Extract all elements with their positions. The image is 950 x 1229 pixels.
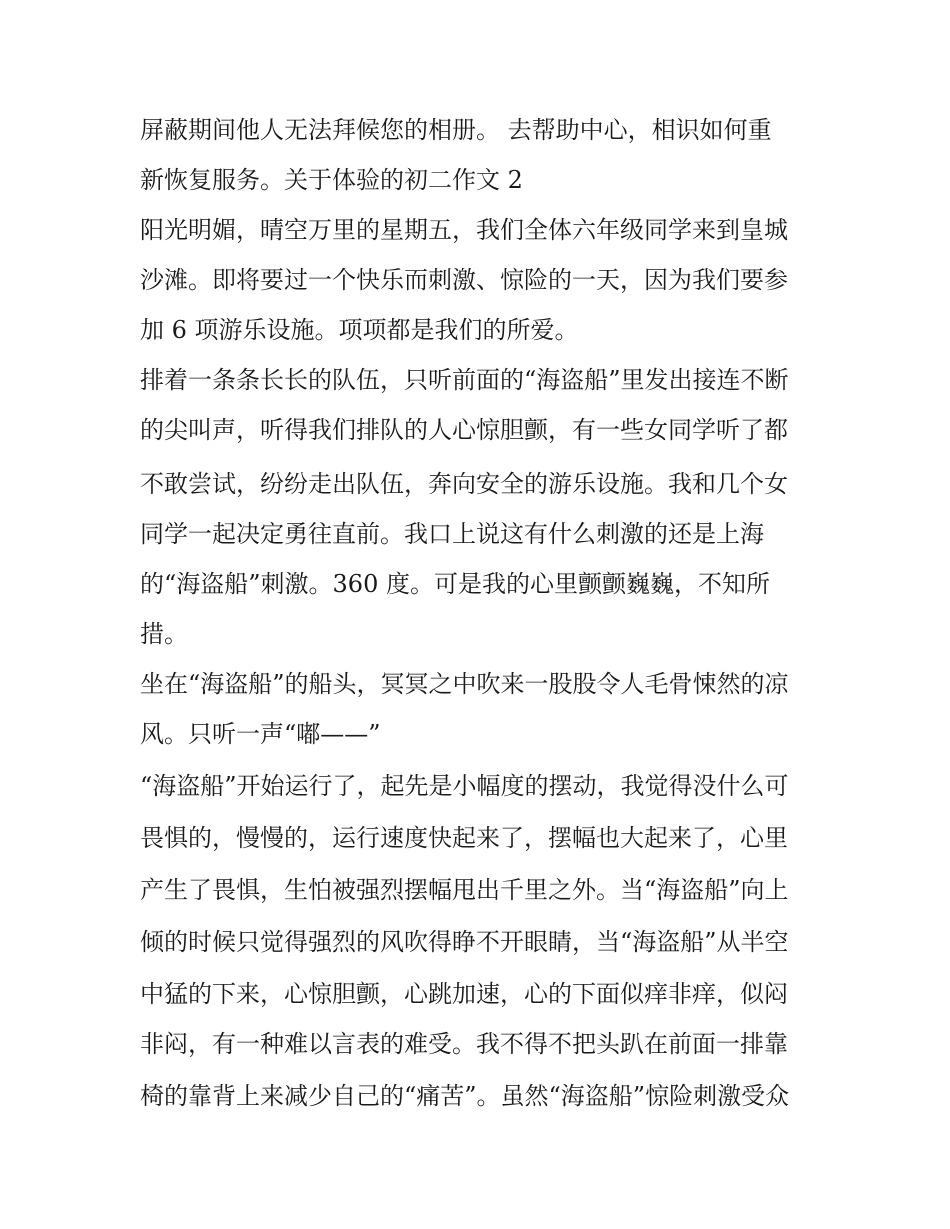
text-line: 椅的靠背上来减少自己的“痛苦”。虽然“海盗船”惊险刺激受众 [140,1082,790,1110]
text-line: 沙滩。即将要过一个快乐而刺激、惊险的一天，因为我们要参 [140,266,788,294]
text-line: 不敢尝试，纷纷走出队伍，奔向安全的游乐设施。我和几个女 [140,470,788,498]
text-line: “海盗船”开始运行了，起先是小幅度的摆动，我觉得没什么可 [140,772,789,800]
text-line: 排着一条条长长的队伍，只听前面的“海盗船”里发出接连不断 [140,366,789,394]
text-line: 中猛的下来，心惊胆颤，心跳加速，心的下面似痒非痒，似闷 [140,980,788,1008]
text-line: 风。只听一声“嘟——” [140,720,381,748]
text-line: 倾的时候只觉得强烈的风吹得睁不开眼睛，当“海盗船”从半空 [140,928,789,956]
text-line: 措。 [140,620,188,648]
text-line: 畏惧的，慢慢的，运行速度快起来了，摆幅也大起来了，心里 [140,824,788,852]
text-line: 非闷，有一种难以言表的难受。我不得不把头趴在前面一排靠 [140,1030,788,1058]
text-line: 的“海盗船”刺激。360 度。可是我的心里颤颤巍巍，不知所 [140,570,770,598]
text-line: 屏蔽期间他人无法拜候您的相册。 去帮助中心，相识如何重 [140,116,772,144]
text-line: 加 6 项游乐设施。项项都是我们的所爱。 [140,316,579,344]
text-line: 新恢复服务。关于体验的初二作文 2 [140,166,523,194]
text-line: 阳光明媚，晴空万里的星期五，我们全体六年级同学来到皇城 [140,216,788,244]
text-line: 的尖叫声，听得我们排队的人心惊胆颤，有一些女同学听了都 [140,416,788,444]
text-line: 坐在“海盗船”的船头，冥冥之中吹来一股股令人毛骨悚然的凉 [140,670,789,698]
text-line: 同学一起决定勇往直前。我口上说这有什么刺激的还是上海 [140,520,764,548]
text-line: 产生了畏惧，生怕被强烈摆幅甩出千里之外。当“海盗船”向上 [140,876,789,904]
